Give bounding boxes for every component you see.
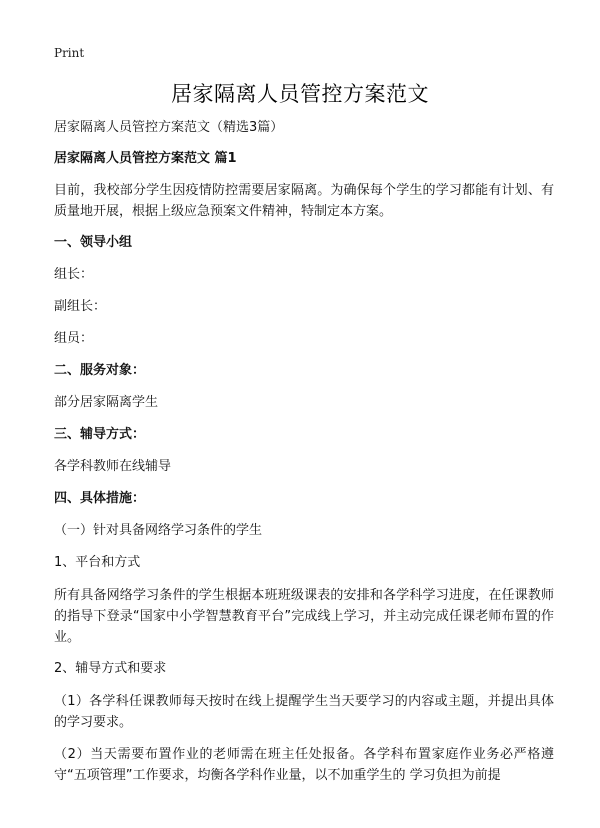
members-line: 组员： (54, 331, 94, 346)
print-link[interactable]: Print (54, 46, 85, 60)
document-title: 居家隔离人员管控方案范文 (171, 82, 429, 106)
heading-leadership: 一、领导小组 (54, 235, 133, 250)
intro-paragraph: 目前，我校部分学生因疫情防控需要居家隔离。为确保每个学生的学习都能有计划、有质量地开展，根据上级应急预案文件精神，特制定本方案。 (54, 183, 554, 219)
tutoring-paragraph-1: （1）各学科任课教师每天按时在线上提醒学生当天要学习的内容或主题，并提出具体的学习要求。 (54, 694, 554, 730)
platform-paragraph: 所有具备网络学习条件的学生根据本班班级课表的安排和各学科学习进度，在任课教师的指导下登录“国家中小学智慧教育平台”完成线上学习，并主动完成任课老师布置的作业。 (54, 588, 554, 645)
method-text: 各学科教师在线辅导 (54, 459, 172, 474)
leader-line: 组长： (54, 267, 94, 282)
document-body (54, 118, 554, 797)
heading-measures: 四、具体措施： (54, 491, 146, 506)
service-target-text: 部分居家隔离学生 (54, 395, 159, 410)
document-subtitle: 居家隔离人员管控方案范文（精选3篇） (54, 120, 284, 135)
tutoring-paragraph-2: （2）当天需要布置作业的老师需在班主任处报备。各学科布置家庭作业务必严格遵守“五项管理”工作要求，均衡各学科作业量，以不加重学生的 学习负担为前提 (54, 747, 554, 783)
platform-item: 1、平台和方式 (54, 555, 141, 570)
vice-leader-line: 副组长： (54, 299, 107, 314)
heading-service-target: 二、服务对象： (54, 363, 146, 378)
measure-subheading: （一）针对具备网络学习条件的学生 (54, 523, 263, 538)
tutoring-item: 2、辅导方式和要求 (54, 661, 167, 676)
section-title: 居家隔离人员管控方案范文 篇1 (54, 151, 237, 166)
heading-method: 三、辅导方式： (54, 427, 146, 442)
